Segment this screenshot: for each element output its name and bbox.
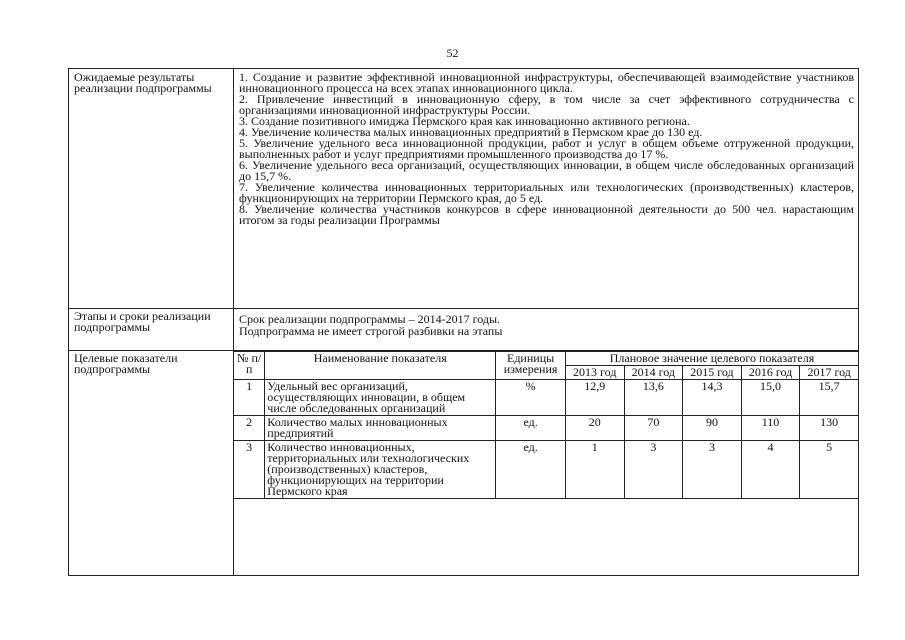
column-divider xyxy=(233,69,234,283)
result-item: 8. Увеличение количества участников конкурсов в сфере инновационной деятельности до 500 чел. нарастающим итогом за годы реализации Программы xyxy=(239,202,854,227)
row-value: 130 xyxy=(800,416,859,441)
indicators-label: Целевые показатели подпрограммы xyxy=(74,351,178,376)
row-value: 3 xyxy=(683,441,742,499)
result-item: 4. Увеличение количества малых инновационных предприятий в Пермском крае до 130 ед. xyxy=(239,125,703,139)
row-value: 15,0 xyxy=(741,380,800,416)
header-name: Наименование показателя xyxy=(265,352,496,380)
table-header-row xyxy=(234,352,859,366)
row-name: Удельный вес организаций, осуществляющих инновации, в общем числе обследованных организаций xyxy=(265,380,496,416)
header-year: 2017 год xyxy=(800,366,859,380)
header-num: № п/п xyxy=(234,352,265,380)
row-value: 110 xyxy=(741,416,800,441)
row-value: 3 xyxy=(624,441,683,499)
header-unit: Единицы измерения xyxy=(496,352,566,380)
row-value: 90 xyxy=(683,416,742,441)
table-row xyxy=(234,441,859,499)
row-value: 5 xyxy=(800,441,859,499)
row-unit: % xyxy=(496,380,566,416)
results-label: Ожидаемые результаты реализации подпрограммы xyxy=(74,70,212,95)
result-item: 7. Увеличение количества инновационных территориальных или технологических (производственных) кластеров, функционирующих на территории Пермского края, до 5 ед. xyxy=(239,180,854,205)
row-value: 4 xyxy=(741,441,800,499)
stages-label: Этапы и сроки реализации подпрограммы xyxy=(74,309,211,334)
stages-line-1: Срок реализации подпрограммы – 2014-2017 годы. xyxy=(239,312,501,326)
passport-table xyxy=(68,68,859,576)
row-value: 13,6 xyxy=(624,380,683,416)
row-name: Количество инновационных, территориальных или технологических (производственных) кластеров, функционирующих на территории Пермского края xyxy=(265,441,496,499)
header-year: 2014 год xyxy=(624,366,683,380)
stages-line-2: Подпрограмма не имеет строгой разбивки на этапы xyxy=(239,324,503,338)
row-value: 12,9 xyxy=(565,380,624,416)
row-unit: ед. xyxy=(496,441,566,499)
row-value: 70 xyxy=(624,416,683,441)
result-item: 5. Увеличение удельного веса инновационной продукции, работ и услуг в общем объеме отгруженной продукции, выполненных работ и услуг предприятиями промышленного производства до 17 %. xyxy=(239,136,854,161)
table-row xyxy=(234,380,859,416)
header-year: 2013 год xyxy=(565,366,624,380)
row-unit: ед. xyxy=(496,416,566,441)
row-num: 2 xyxy=(234,416,265,441)
results-list xyxy=(239,72,854,226)
row-value: 20 xyxy=(565,416,624,441)
header-plan: Плановое значение целевого показателя xyxy=(565,352,858,366)
result-item: 1. Создание и развитие эффективной инновационной инфраструктуры, обеспечивающей взаимодействие участников инновационного процесса на всех этапах инновационного цикла. xyxy=(239,70,854,95)
result-item: 3. Создание позитивного имиджа Пермского края как инновационно активного региона. xyxy=(239,114,690,128)
result-item: 6. Увеличение удельного веса организаций, осуществляющих инновации, в общем числе обследованных организаций до 15,7 %. xyxy=(239,158,854,183)
result-item: 2. Привлечение инвестиций в инновационную сферу, в том числе за счет эффективного сотрудничества с организациями инновационной инфраструктуры России. xyxy=(239,92,854,117)
row-num: 3 xyxy=(234,441,265,499)
row-value: 15,7 xyxy=(800,380,859,416)
row-value: 14,3 xyxy=(683,380,742,416)
indicators-table xyxy=(233,351,859,499)
header-year: 2016 год xyxy=(741,366,800,380)
row-value: 1 xyxy=(565,441,624,499)
page-number: 52 xyxy=(446,46,459,60)
table-row xyxy=(234,416,859,441)
row-name: Количество малых инновационных предприятий xyxy=(265,416,496,441)
header-year: 2015 год xyxy=(683,366,742,380)
row-num: 1 xyxy=(234,380,265,416)
